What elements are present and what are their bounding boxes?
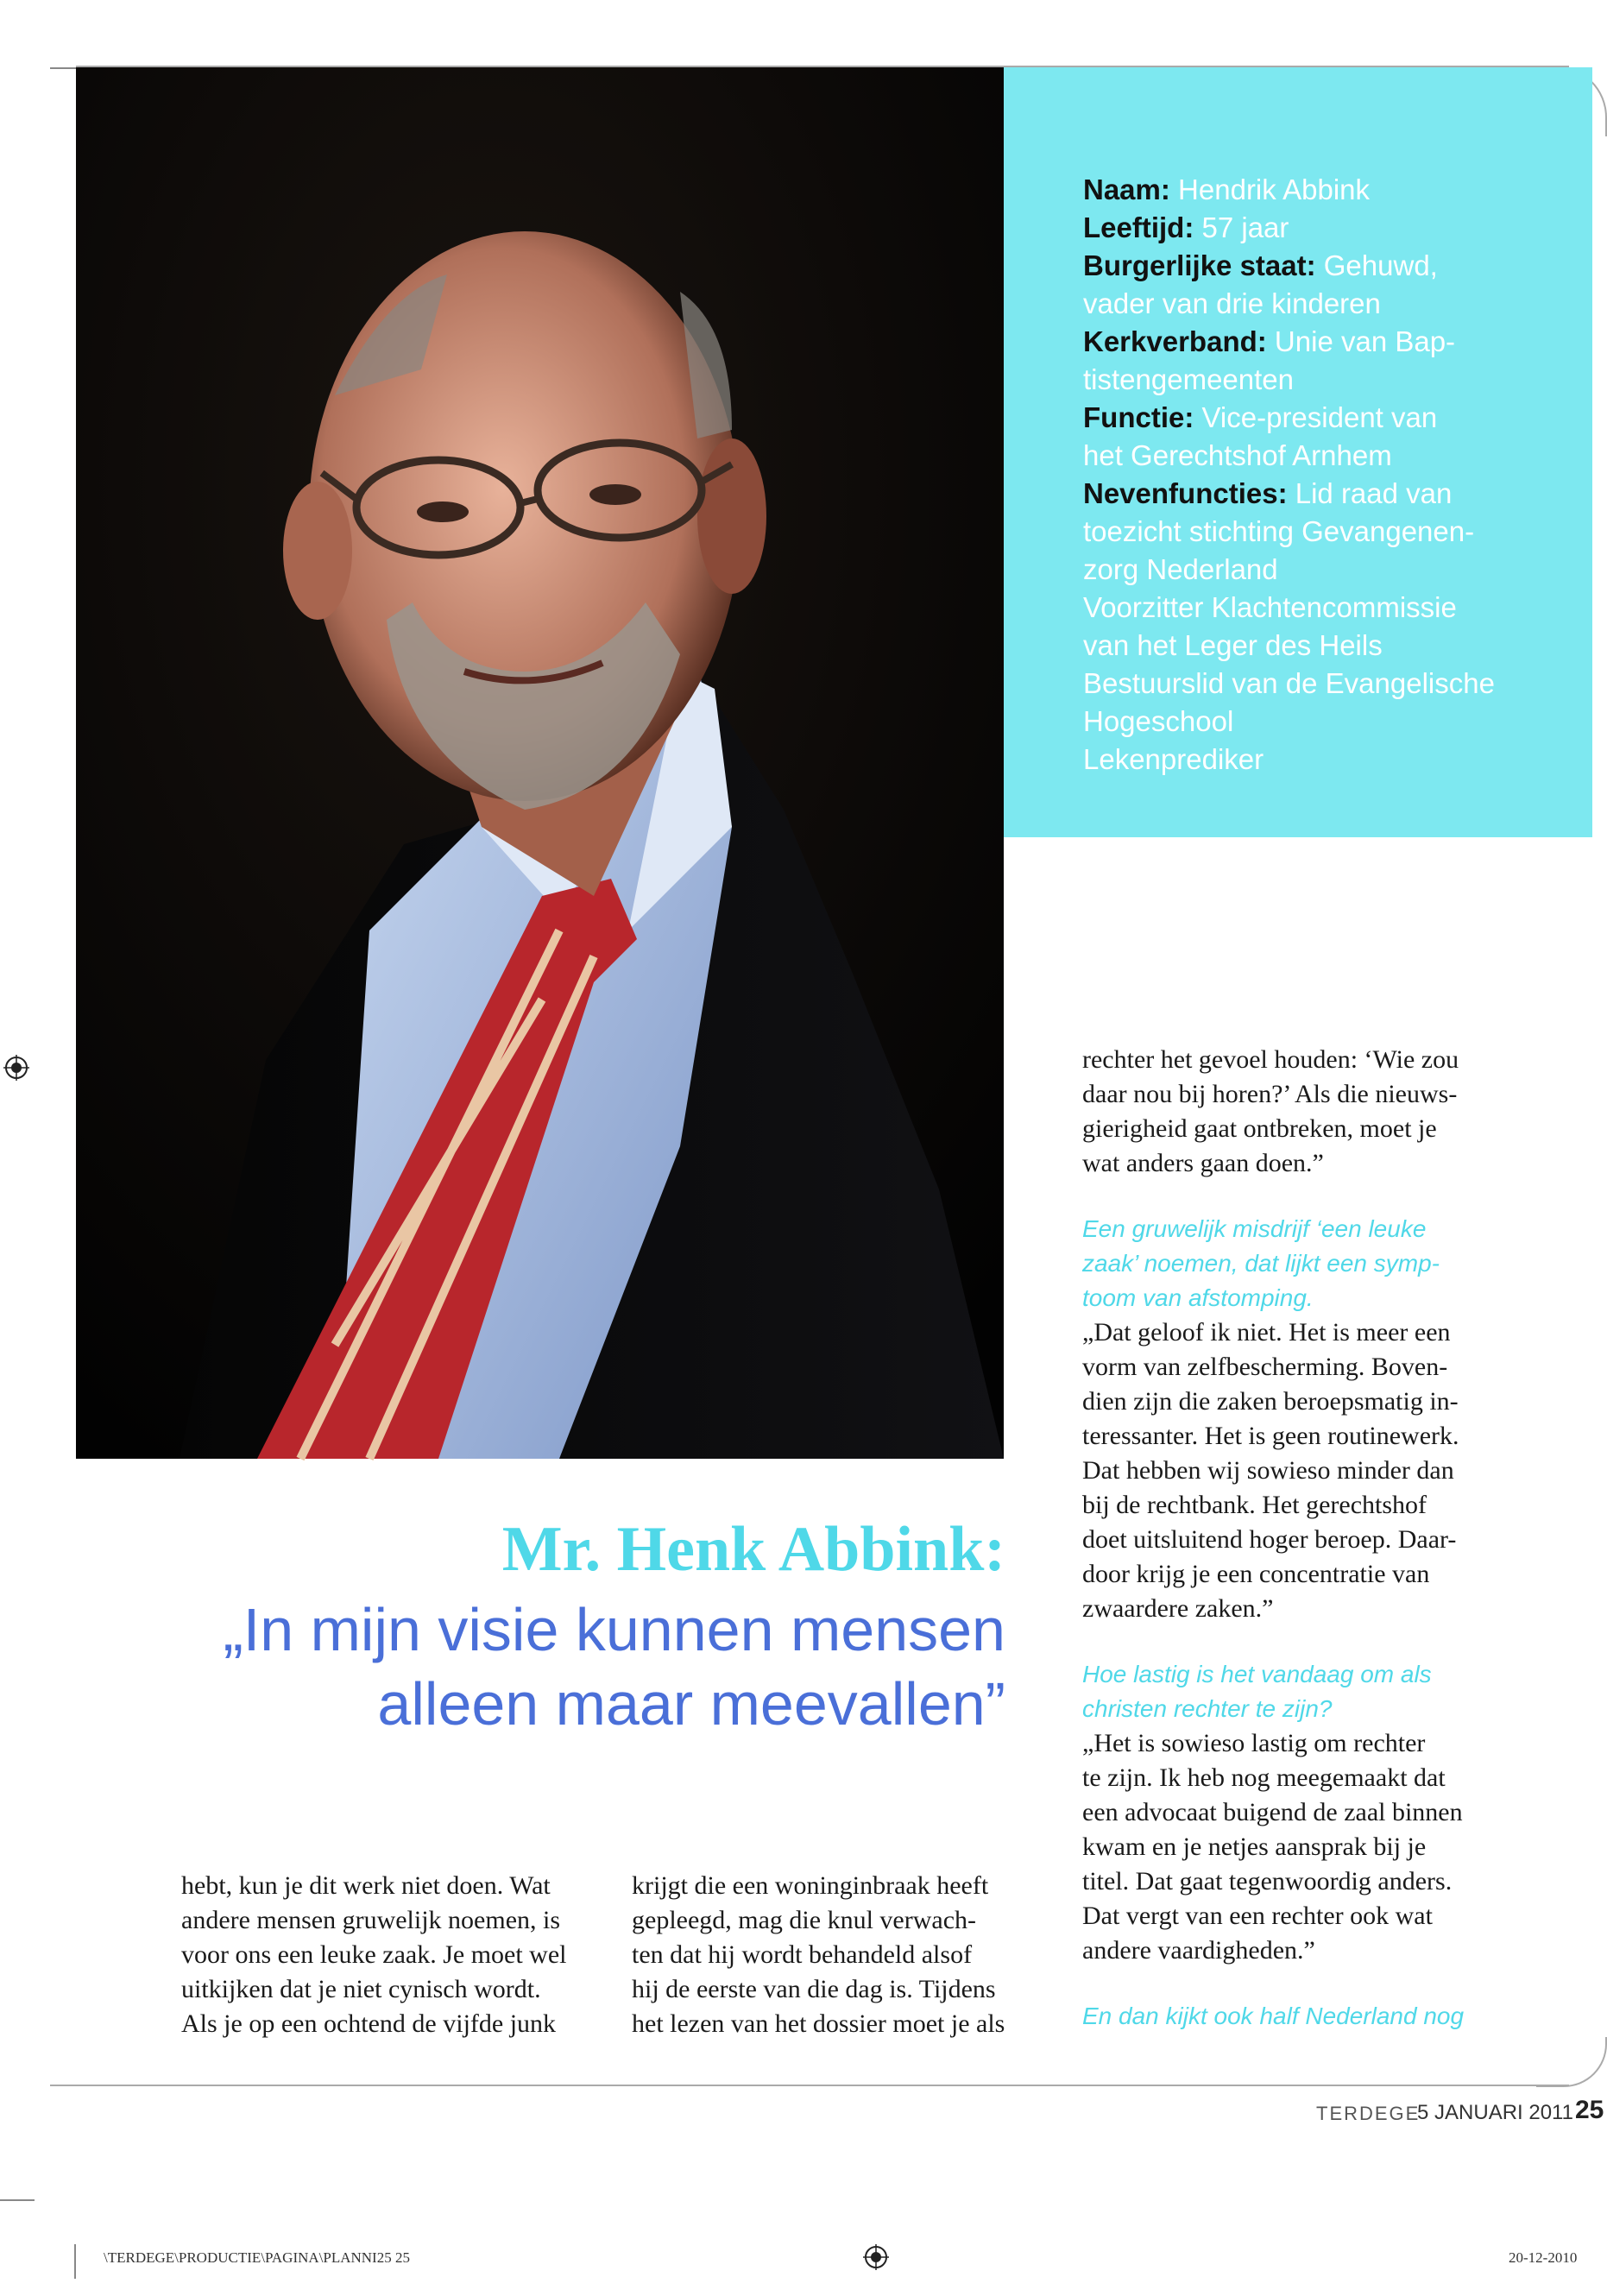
body-line: hij de eerste van die dag is. Tijdens xyxy=(632,1975,996,2003)
age-value: 57 jaar xyxy=(1201,211,1289,243)
body-column-2 xyxy=(632,1869,1046,2041)
question-line: Hoe lastig is het vandaag om als xyxy=(1082,1661,1432,1687)
body-line: gierigheid gaat ontbreken, moet je xyxy=(1082,1114,1437,1143)
name-label: Naam: xyxy=(1083,173,1170,205)
body-paragraph xyxy=(1082,1726,1514,1968)
body-line: doet uitsluitend hoger beroep. Daar- xyxy=(1082,1525,1457,1554)
body-line: het lezen van het dossier moet je als xyxy=(632,2009,1005,2038)
slug-rule xyxy=(0,2199,35,2201)
body-line: een advocaat buigend de zaal binnen xyxy=(1082,1798,1463,1826)
side-function-line: van het Leger des Heils xyxy=(1083,629,1383,661)
page-frame-bottom-corner xyxy=(1536,2037,1607,2087)
body-column-1 xyxy=(181,1869,596,2041)
side-function-line: Bestuurslid van de Evangelische xyxy=(1083,667,1495,699)
side-function-line: zorg Nederland xyxy=(1083,553,1278,585)
print-slug-path: \TERDEGE\PRODUCTIE\PAGINA\PLANNI25 25 xyxy=(104,2249,410,2266)
body-line: wat anders gaan doen.” xyxy=(1082,1149,1324,1177)
interview-question xyxy=(1082,1999,1514,2034)
body-line: daar nou bij horen?’ Als die nieuws- xyxy=(1082,1080,1458,1108)
body-line: „Dat geloof ik niet. Het is meer een xyxy=(1082,1318,1451,1347)
interview-question xyxy=(1082,1212,1514,1315)
body-line: andere mensen gruwelijk noemen, is xyxy=(181,1906,561,1934)
body-line: te zijn. Ik heb nog meegemaakt dat xyxy=(1082,1763,1446,1792)
body-column-3 xyxy=(1082,1043,1514,2034)
side-function-line: Voorzitter Klachtencommissie xyxy=(1083,591,1457,623)
page-number: 25 xyxy=(1575,2096,1604,2124)
side-functions-label: Nevenfuncties: xyxy=(1083,477,1288,509)
body-line: zwaardere zaken.” xyxy=(1082,1594,1274,1623)
body-line: door krijg je een concentratie van xyxy=(1082,1560,1430,1588)
article-title: Mr. Henk Abbink: xyxy=(501,1514,1005,1585)
page-frame-bottom xyxy=(50,2085,1569,2086)
side-functions-value: Lid raad van xyxy=(1295,477,1453,509)
civil-status-value-cont: vader van drie kinderen xyxy=(1083,287,1381,319)
church-value: Unie van Bap- xyxy=(1274,325,1456,357)
article-quote xyxy=(173,1593,1005,1741)
name-value: Hendrik Abbink xyxy=(1178,173,1371,205)
body-line: Dat vergt van een rechter ook wat xyxy=(1082,1902,1433,1930)
body-line: kwam en je netjes aansprak bij je xyxy=(1082,1832,1427,1861)
question-line: Een gruwelijk misdrijf ‘een leuke xyxy=(1082,1215,1427,1242)
body-line: titel. Dat gaat tegenwoordig anders. xyxy=(1082,1867,1453,1895)
side-function-line: Lekenprediker xyxy=(1083,743,1264,775)
question-line: christen rechter te zijn? xyxy=(1082,1695,1333,1722)
magazine-name: TERDEGE xyxy=(1316,2103,1421,2124)
body-line: teressanter. Het is geen routinewerk. xyxy=(1082,1422,1459,1450)
church-value-cont: tistengemeenten xyxy=(1083,363,1295,395)
body-line: vorm van zelfbescherming. Boven- xyxy=(1082,1353,1448,1381)
function-value: Vice-president van xyxy=(1201,401,1438,433)
trim-mark xyxy=(50,67,76,69)
civil-status-value: Gehuwd, xyxy=(1323,249,1438,281)
question-line: En dan kijkt ook half Nederland nog xyxy=(1082,2003,1465,2029)
body-line: Als je op een ochtend de vijfde junk xyxy=(181,2009,557,2038)
side-function-line: Hogeschool xyxy=(1083,705,1234,737)
print-slug-date: 20-12-2010 xyxy=(1509,2249,1578,2266)
slug-vertical-rule xyxy=(74,2244,76,2279)
body-paragraph xyxy=(1082,1315,1514,1626)
article-quote-line: alleen maar meevallen” xyxy=(377,1670,1005,1738)
registration-mark-icon xyxy=(3,1055,29,1081)
church-label: Kerkverband: xyxy=(1083,325,1267,357)
body-line: hebt, kun je dit werk niet doen. Wat xyxy=(181,1871,551,1900)
portrait-photo xyxy=(76,67,1004,1459)
body-line: voor ons een leuke zaak. Je moet wel xyxy=(181,1940,567,1969)
body-line: uitkijken dat je niet cynisch wordt. xyxy=(181,1975,541,2003)
body-paragraph xyxy=(1082,1043,1514,1181)
interview-question xyxy=(1082,1657,1514,1726)
side-function-line: toezicht stichting Gevangenen- xyxy=(1083,515,1475,547)
question-line: toom van afstomping. xyxy=(1082,1284,1314,1311)
body-line: krijgt die een woninginbraak heeft xyxy=(632,1871,989,1900)
issue-date: 5 JANUARI 2011 xyxy=(1417,2101,1573,2124)
body-line: dien zijn die zaken beroepsmatig in- xyxy=(1082,1387,1459,1416)
function-value-cont: het Gerechtshof Arnhem xyxy=(1083,439,1392,471)
body-line: gepleegd, mag die knul verwach- xyxy=(632,1906,977,1934)
age-label: Leeftijd: xyxy=(1083,211,1194,243)
body-line: Dat hebben wij sowieso minder dan xyxy=(1082,1456,1454,1485)
body-line: bij de rechtbank. Het gerechtshof xyxy=(1082,1491,1427,1519)
body-line: rechter het gevoel houden: ‘Wie zou xyxy=(1082,1045,1459,1074)
question-line: zaak’ noemen, dat lijkt een symp- xyxy=(1082,1250,1440,1277)
portrait-illustration xyxy=(76,67,1004,1459)
profile-info-box xyxy=(1004,67,1592,837)
body-line: andere vaardigheden.” xyxy=(1082,1936,1315,1965)
civil-status-label: Burgerlijke staat: xyxy=(1083,249,1316,281)
body-line: ten dat hij wordt behandeld alsof xyxy=(632,1940,973,1969)
registration-mark-icon xyxy=(863,2244,889,2270)
body-line: „Het is sowieso lastig om rechter xyxy=(1082,1729,1426,1757)
article-quote-line: „In mijn visie kunnen mensen xyxy=(223,1596,1005,1663)
function-label: Functie: xyxy=(1083,401,1194,433)
profile-info-text xyxy=(1083,171,1532,779)
